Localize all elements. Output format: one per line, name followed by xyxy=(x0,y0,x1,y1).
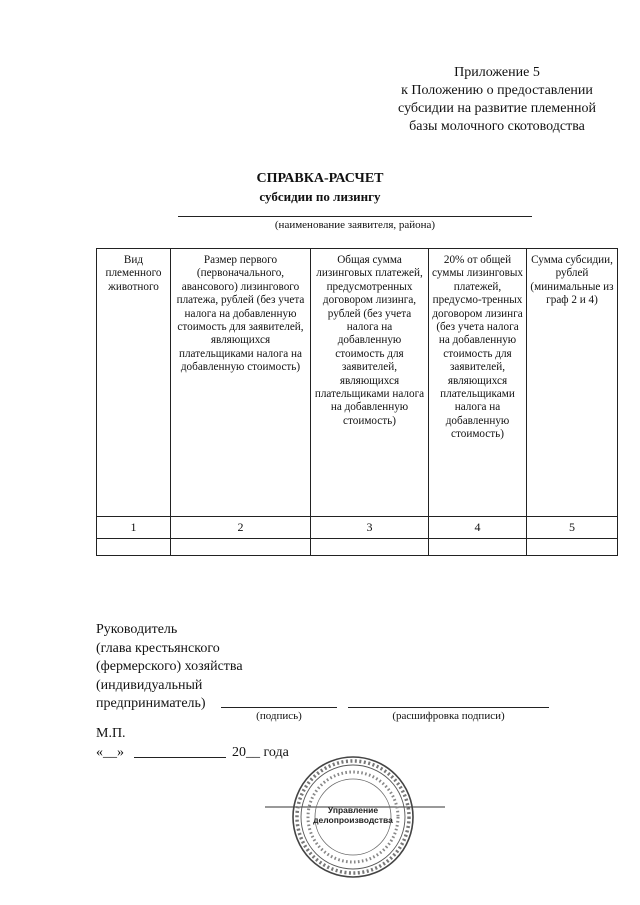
header-cell-3: Общая сумма лизинговых платежей, предусмотренных договором лизинга, рублей (без учета налога на добавленную стоимость для заявителей, являющихся плательщиками налога на добавленную стоимость) xyxy=(311,249,429,517)
appendix-line-4: базы молочного скотоводства xyxy=(409,119,585,134)
column-number-3: 3 xyxy=(311,517,429,539)
stamp-text-line-1: Управление xyxy=(327,805,379,815)
signature-line xyxy=(221,707,337,708)
document-title: СПРАВКА-РАСЧЕТ xyxy=(256,171,384,186)
column-number-row xyxy=(97,517,618,539)
empty-cell xyxy=(171,539,311,556)
date-day: «__» xyxy=(96,745,124,760)
signature-decode-caption: (расшифровка подписи) xyxy=(392,710,505,722)
empty-cell xyxy=(527,539,618,556)
column-number-2: 2 xyxy=(171,517,311,539)
signature-caption: (подпись) xyxy=(256,710,302,722)
signatory-line-2: (глава крестьянского xyxy=(96,640,220,656)
official-stamp xyxy=(265,755,445,895)
table-row xyxy=(97,539,618,556)
appendix-line-2: к Положению о предоставлении xyxy=(401,83,593,98)
empty-cell xyxy=(429,539,527,556)
appendix-line-3: субсидии на развитие племенной xyxy=(398,101,596,116)
column-number-5: 5 xyxy=(527,517,618,539)
appendix-header xyxy=(382,64,612,136)
signatory-block xyxy=(96,621,243,714)
applicant-name-caption: (наименование заявителя, района) xyxy=(274,219,436,231)
header-cell-4: 20% от общей суммы лизинговых платежей, предусмо-тренных договором лизинга (без учета налога на добавленную стоимость для заявителей, являющихся плательщиками налога на добавленную стоимость) xyxy=(429,249,527,517)
signature-decode-line xyxy=(348,707,549,708)
header-cell-2: Размер первого (первоначального, авансового) лизингового платежа, рублей (без учета налога на добавленную стоимость для заявителей, являющихся плательщиками налога на добавленную стоимость) xyxy=(171,249,311,517)
column-number-4: 4 xyxy=(429,517,527,539)
signatory-line-3: (фермерского) хозяйства xyxy=(96,659,243,674)
empty-cell xyxy=(311,539,429,556)
date-month-line xyxy=(134,757,226,758)
header-cell-1: Вид племенного животного xyxy=(97,249,171,517)
signatory-line-5: предприниматель) xyxy=(96,696,206,711)
stamp-text-line-2: делопроизводства xyxy=(313,815,393,825)
document-subtitle: субсидии по лизингу xyxy=(259,189,381,204)
date-year: 20__ года xyxy=(232,745,289,760)
column-number-1: 1 xyxy=(97,517,171,539)
header-cell-5: Сумма субсидии, рублей (минимальные из граф 2 и 4) xyxy=(527,249,618,517)
empty-cell xyxy=(97,539,171,556)
appendix-line-1: Приложение 5 xyxy=(454,65,540,80)
applicant-name-line xyxy=(178,216,532,217)
seal-place-label: М.П. xyxy=(96,726,126,741)
signatory-line-1: Руководитель xyxy=(96,622,178,637)
calculation-table xyxy=(96,248,618,556)
table-header-row xyxy=(97,249,618,517)
signatory-line-4: (индивидуальный xyxy=(96,677,203,693)
